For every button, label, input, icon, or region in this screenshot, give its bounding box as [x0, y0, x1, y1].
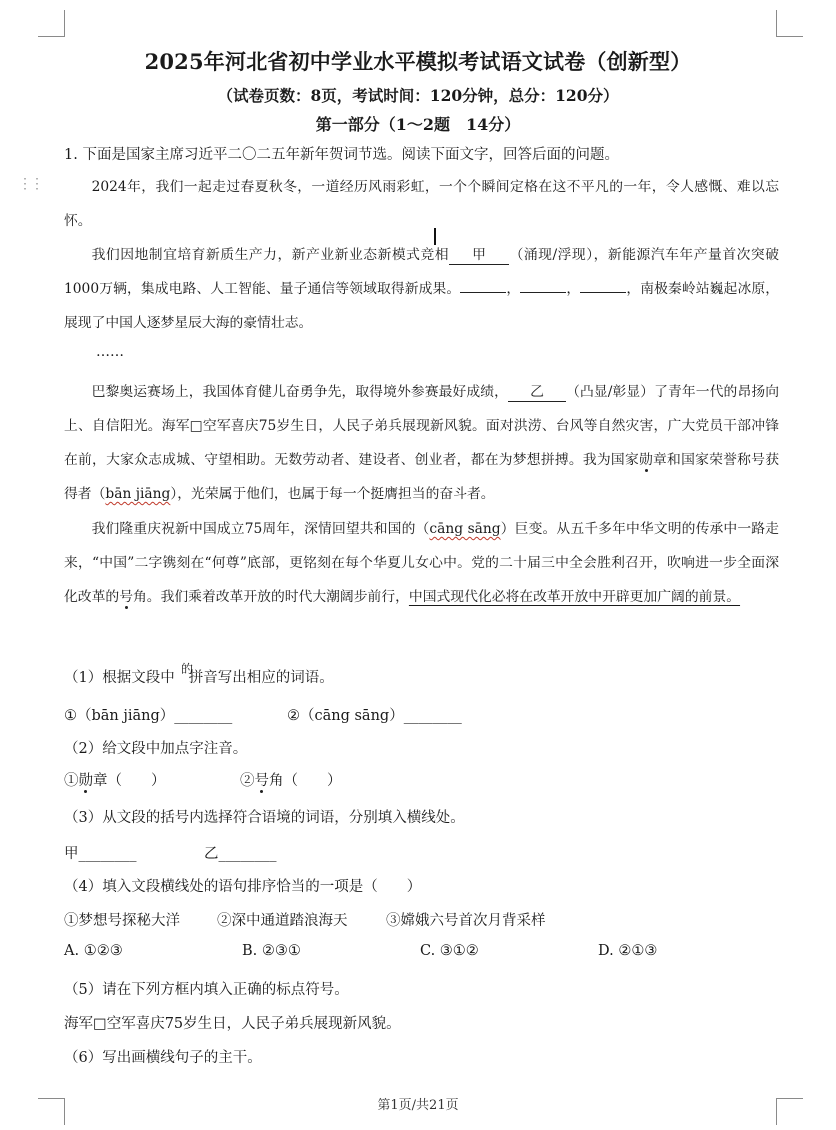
sub-question-3-label: （3）从文段的括号内选择符合语境的词语，分别填入横线处。 — [64, 810, 465, 826]
sub-question-2-label: （2）给文段中加点字注音。 — [64, 741, 248, 757]
passage-paragraph-2: 我们因地制宜培育新质生产力，新产业新业态新模式竞相 甲 （涌现/浮现），新能源汽车年产量首次突破1000万辆，集成电路、人工智能、量子通信等领域取得新成果。 ， ， ，南极秦岭站巍起冰原，展现了中国人逐梦星辰大海的豪情壮志。 — [64, 247, 780, 331]
blank-sentence-1[interactable] — [460, 292, 506, 293]
option-sentence-3: ③嫦娥六号首次月背采样 — [386, 913, 546, 929]
exam-title: 2025年河北省初中学业水平模拟考试语文试卷（创新型） — [144, 49, 692, 74]
choice-b[interactable]: B. ②③① — [242, 943, 301, 959]
sub-question-6-label: （6）写出画横线句子的主干。 — [64, 1050, 262, 1066]
option-sentence-2: ②深中通道踏浪海天 — [217, 913, 348, 929]
blank-sentence-3[interactable] — [580, 292, 626, 293]
choice-a[interactable]: A. ①②③ — [64, 943, 123, 959]
crop-mark-top-right — [776, 10, 803, 37]
question-prompt: 1. 下面是国家主席习近平二〇二五年新年贺词节选。阅读下面文字，回答后面的问题。 — [64, 147, 619, 163]
answer-phonetic-1[interactable]: ①勋章（ ） — [64, 773, 166, 789]
inserted-char: 的 — [181, 662, 194, 676]
part-heading: 第一部分（1～2题 14分） — [315, 115, 521, 134]
passage-paragraph-4: 我们隆重庆祝新中国成立75周年，深情回望共和国的（cāng sāng）巨变。从五千多年中华文明的传承中一路走来，“中国”二字镌刻在“何尊”底部，更铭刻在每个华夏儿女心中。党的二十届三中全会胜利召开，吹响进一步全面深化改革的号角。我们乘着改革开放的时代大潮阔步前行，中国式现代化必将在改革开放中开辟更加广阔的前景。 — [64, 521, 779, 605]
blank-yi[interactable]: 乙 — [508, 383, 566, 402]
answer-yi[interactable]: 乙________ — [204, 846, 277, 862]
drag-handle-icon[interactable]: ⋮⋮ — [18, 176, 42, 192]
answer-phonetic-2[interactable]: ②号角（ ） — [240, 773, 342, 789]
blank-sentence-2[interactable] — [520, 292, 566, 293]
choice-d[interactable]: D. ②①③ — [598, 943, 658, 959]
answer-pinyin-1[interactable]: ①（bān jiāng）________ — [64, 708, 233, 724]
crop-mark-top-left — [38, 10, 65, 37]
sub-question-5-label: （5）请在下列方框内填入正确的标点符号。 — [64, 982, 349, 998]
option-sentence-1: ①梦想号探秘大洋 — [64, 913, 180, 929]
ellipsis: …… — [96, 344, 124, 360]
passage-paragraph-1: 2024年，我们一起走过春夏秋冬，一道经历风雨彩虹，一个个瞬间定格在这不平凡的一年，令人感慨、难以忘怀。 — [64, 179, 779, 229]
sub-question-1-label: （1）根据文段中 拼音写出相应的词语。 — [64, 670, 334, 686]
punctuation-sentence[interactable]: 海军□空军喜庆75岁生日，人民子弟兵展现新风貌。 — [64, 1016, 401, 1032]
blank-jia[interactable]: 甲 — [449, 246, 509, 265]
answer-jia[interactable]: 甲________ — [64, 846, 137, 862]
exam-subtitle: （试卷页数：8页，考试时间：120分钟，总分：120分） — [217, 86, 619, 105]
answer-pinyin-2[interactable]: ②（cāng sāng）________ — [287, 708, 462, 724]
sub-question-4-label: （4）填入文段横线处的语句排序恰当的一项是（ ） — [64, 879, 422, 895]
underlined-sentence: 中国式现代化必将在改革开放中开辟更加广阔的前景。 — [408, 589, 741, 605]
page-number: 第1页/共21页 — [377, 1098, 459, 1113]
choice-c[interactable]: C. ③①② — [420, 943, 479, 959]
passage-paragraph-3: 巴黎奥运赛场上，我国体育健儿奋勇争先，取得境外参赛最好成绩， 乙 （凸显/彰显）了青年一代的昂扬向上、自信阳光。海军□空军喜庆75岁生日，人民子弟兵展现新风貌。面对洪涝、台风等自然灾害，广大党员干部冲锋在前，大家众志成城、守望相助。无数劳动者、建设者、创业者，都在为梦想拼搏。我为国家勋章和国家荣誉称号获得者（bān jiāng），光荣属于他们，也属于每一个挺膺担当的奋斗者。 — [64, 384, 780, 502]
